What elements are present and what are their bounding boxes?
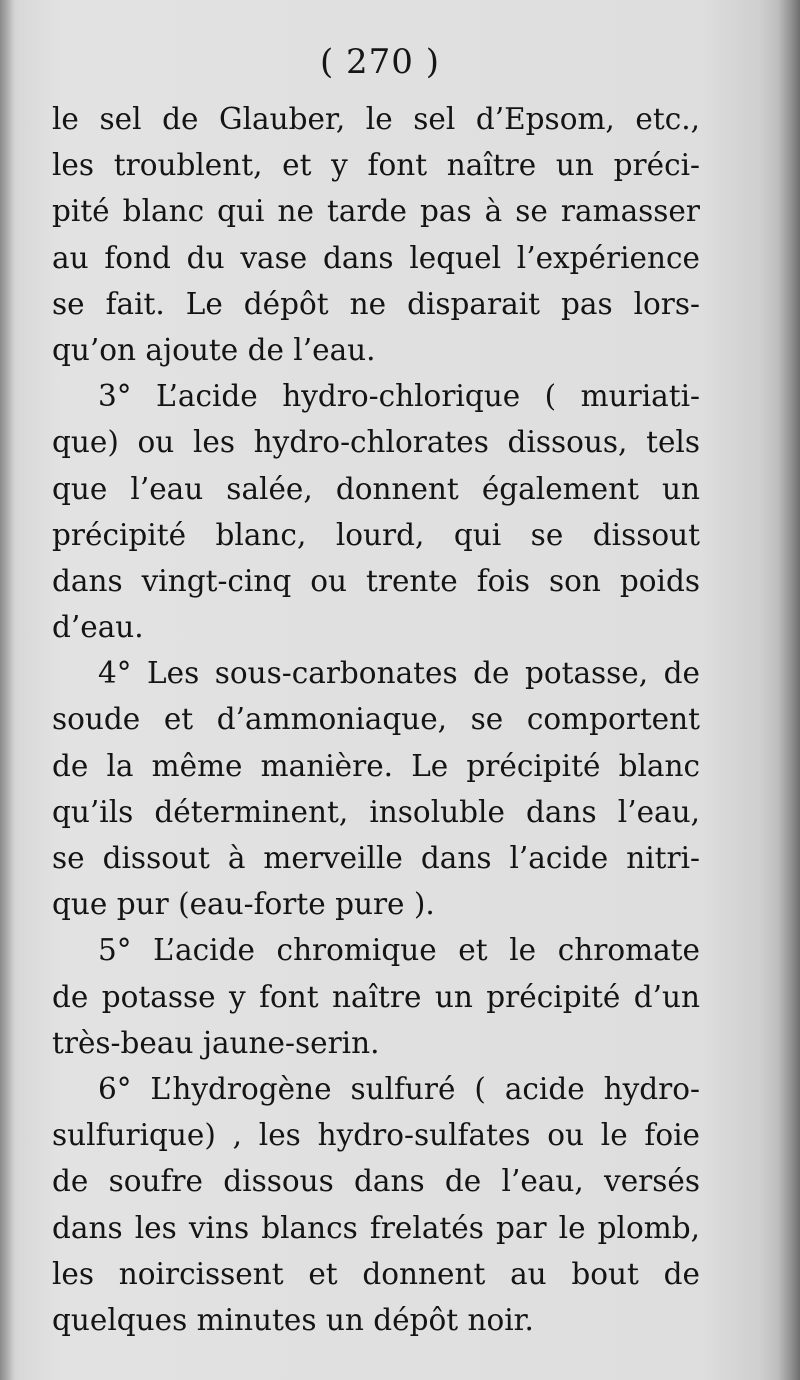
page-spine-shadow [778,0,800,1380]
text-line: dans les vins blancs frelatés par le plomb, [52,1210,700,1245]
text-line: 6° L’hydrogène sulfuré ( acide hydro- [98,1071,700,1106]
text-line: 3° L’acide hydro-chlorique ( muriati- [98,379,700,414]
text-line: le sel de Glauber, le sel d’Epsom, etc., [52,102,700,136]
text-line: pité blanc qui ne tarde pas à se ramasser [52,194,700,229]
text-line: se dissout à merveille dans l’acide nitri- [52,841,700,875]
text-line: 5° L’acide chromique et le chromate [98,933,700,968]
text-line: d’eau. [52,610,144,645]
text-line: dans vingt-cinq ou trente fois son poids [52,563,700,598]
text-line: de soufre dissous dans de l’eau, versés [52,1164,700,1199]
text-line: qu’on ajoute de l’eau. [52,332,376,367]
text-line: se fait. Le dépôt ne disparait pas lors- [52,286,700,321]
text-line: précipité blanc, lourd, qui se dissout [52,517,700,552]
text-line: 4° Les sous-carbonates de potasse, de [98,656,700,691]
text-line: sulfurique) , les hydro-sulfates ou le foie [52,1118,700,1153]
text-line: les troublent, et y font naître un préci- [52,148,700,183]
page-number: ( 270 ) [319,42,441,82]
text-line: que l’eau salée, donnent également un [52,471,700,506]
text-line: qu’ils déterminent, insoluble dans l’eau, [52,794,700,829]
text-line: soude et d’ammoniaque, se comportent [52,702,700,737]
text-line: que) ou les hydro-chlorates dissous, tels [52,425,700,460]
page-left-shadow [0,0,14,1380]
text-line: les noircissent et donnent au bout de [52,1256,700,1291]
text-line: très-beau jaune-serin. [52,1025,380,1060]
text-line: de la même manière. Le précipité blanc [52,748,700,783]
text-line: au fond du vase dans lequel l’expérience [52,240,700,275]
text-line: quelques minutes un dépôt noir. [52,1302,534,1337]
text-line: de potasse y font naître un précipité d’un [52,979,700,1014]
text-line: que pur (eau-forte pure ). [52,887,435,922]
body-text [52,96,700,1343]
